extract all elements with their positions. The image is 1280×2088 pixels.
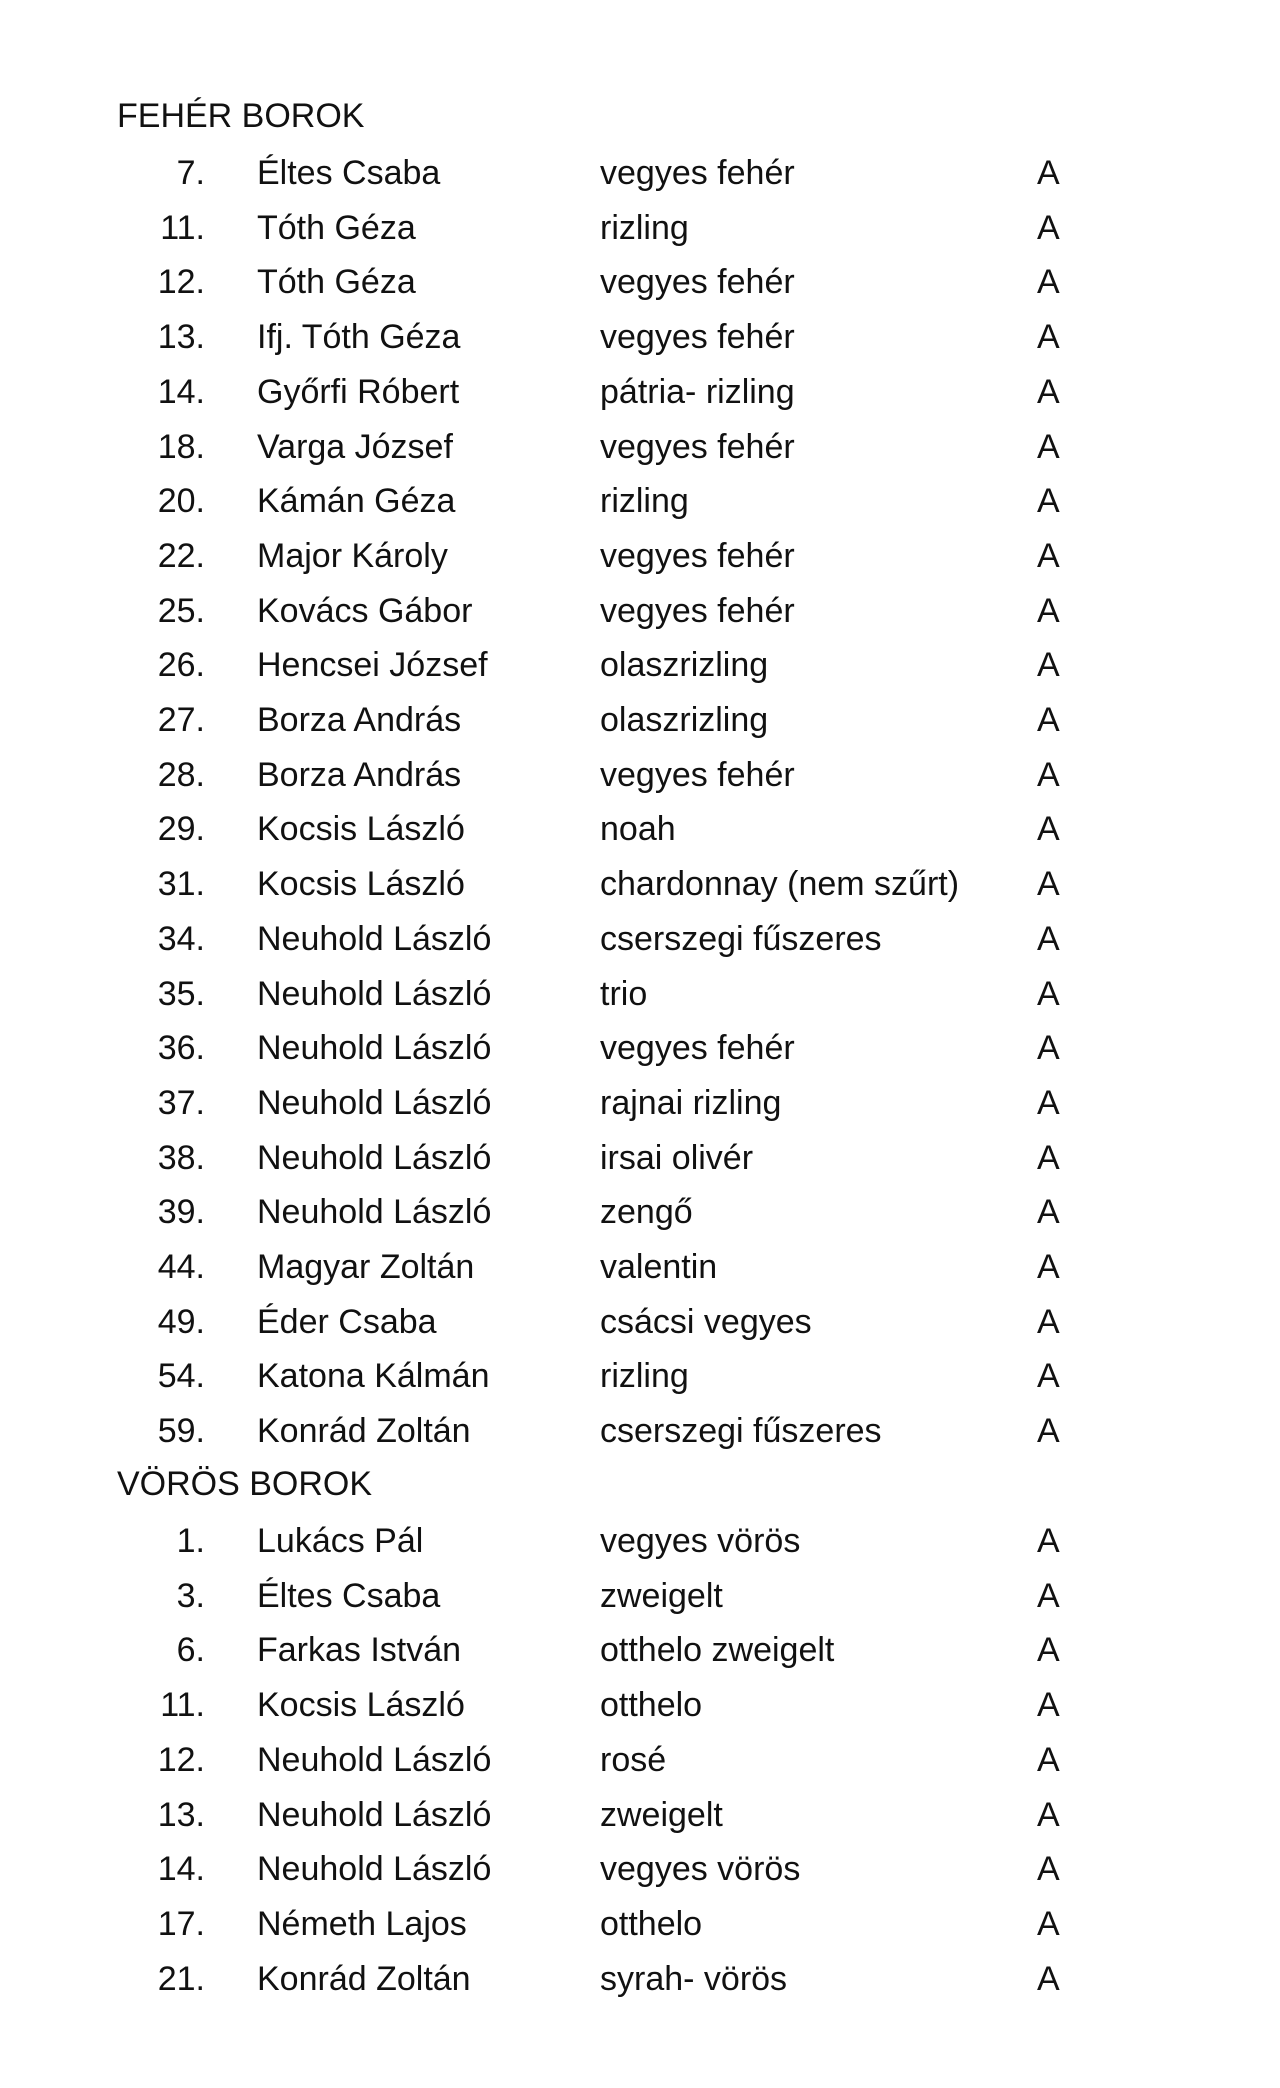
entry-number: 11.	[160, 208, 205, 247]
producer-name: Tóth Géza	[257, 208, 416, 247]
entry-number: 20.	[157, 482, 205, 521]
grade-value: A	[1037, 1029, 1060, 1068]
wine-variety: noah	[600, 810, 676, 849]
wine-variety: trio	[600, 974, 648, 1013]
table-row	[0, 208, 1280, 263]
table-row	[0, 591, 1280, 646]
wine-variety: vegyes fehér	[600, 263, 795, 302]
grade-value: A	[1037, 318, 1060, 357]
producer-name: Ifj. Tóth Géza	[257, 318, 461, 357]
wine-variety: irsai olivér	[600, 1138, 754, 1177]
wine-variety: rizling	[600, 208, 689, 247]
grade-value: A	[1037, 1522, 1060, 1560]
wine-variety: rizling	[600, 1357, 689, 1396]
table-row	[0, 1192, 1280, 1247]
wine-variety: vegyes fehér	[600, 536, 795, 575]
wine-variety: otthelo	[600, 1686, 703, 1725]
producer-name: Éltes Csaba	[257, 1576, 441, 1615]
table-row	[0, 317, 1280, 372]
wine-variety: zweigelt	[600, 1795, 723, 1834]
producer-name: Neuhold László	[257, 1193, 492, 1232]
producer-name: Németh Lajos	[257, 1904, 467, 1943]
wine-variety: vegyes fehér	[600, 154, 795, 192]
entry-number: 27.	[157, 701, 205, 739]
wine-variety: otthelo zweigelt	[600, 1631, 835, 1670]
entry-number: 44.	[157, 1248, 205, 1286]
table-row	[0, 1138, 1280, 1193]
table-row	[0, 700, 1280, 755]
grade-value: A	[1037, 1850, 1060, 1889]
producer-name: Borza András	[257, 755, 462, 794]
grade-value: A	[1037, 974, 1060, 1013]
grade-value: A	[1037, 208, 1060, 247]
wine-variety: vegyes fehér	[600, 755, 795, 794]
table-row	[0, 1630, 1280, 1685]
wine-variety: chardonnay (nem szűrt)	[600, 865, 960, 904]
table-row	[0, 1521, 1280, 1576]
grade-value: A	[1037, 755, 1060, 794]
entry-number: 17.	[157, 1904, 205, 1943]
table-row	[0, 1849, 1280, 1904]
grade-value: A	[1037, 1576, 1060, 1615]
grade-value: A	[1037, 646, 1060, 685]
entry-number: 18.	[157, 427, 205, 466]
entry-number: 1.	[176, 1522, 205, 1560]
table-row	[0, 1028, 1280, 1083]
grade-value: A	[1037, 1357, 1060, 1396]
producer-name: Győrfi Róbert	[257, 372, 460, 411]
wine-variety: rizling	[600, 482, 689, 521]
table-row	[0, 153, 1280, 208]
table-row	[0, 919, 1280, 974]
section-title: FEHÉR BOROK	[117, 97, 365, 135]
entry-number: 28.	[157, 755, 205, 794]
table-row	[0, 1083, 1280, 1138]
entry-number: 54.	[157, 1357, 205, 1396]
producer-name: Neuhold László	[257, 1795, 492, 1834]
producer-name: Neuhold László	[257, 1029, 492, 1068]
producer-name: Neuhold László	[257, 974, 492, 1013]
grade-value: A	[1037, 1740, 1060, 1779]
producer-name: Varga József	[257, 427, 453, 466]
wine-variety: vegyes fehér	[600, 427, 795, 466]
wine-variety: valentin	[600, 1248, 718, 1286]
producer-name: Tóth Géza	[257, 263, 416, 302]
producer-name: Katona Kálmán	[257, 1357, 490, 1396]
wine-variety: pátria- rizling	[600, 372, 795, 411]
grade-value: A	[1037, 1138, 1060, 1177]
table-row	[0, 1576, 1280, 1631]
producer-name: Hencsei József	[257, 646, 488, 685]
entry-number: 12.	[157, 263, 205, 302]
grade-value: A	[1037, 482, 1060, 521]
table-row	[0, 536, 1280, 591]
entry-number: 13.	[157, 318, 205, 357]
producer-name: Kámán Géza	[257, 482, 456, 521]
producer-name: Neuhold László	[257, 1740, 492, 1779]
wine-variety: zengő	[600, 1193, 693, 1232]
producer-name: Borza András	[257, 701, 462, 739]
table-row	[0, 1959, 1280, 2014]
wine-variety: cserszegi fűszeres	[600, 1412, 882, 1451]
table-row	[0, 1904, 1280, 1959]
producer-name: Kocsis László	[257, 1686, 465, 1725]
table-row	[0, 1411, 1280, 1466]
table-row	[0, 481, 1280, 536]
grade-value: A	[1037, 1959, 1060, 1998]
producer-name: Kocsis László	[257, 810, 465, 849]
grade-value: A	[1037, 1631, 1060, 1670]
entry-number: 14.	[157, 1850, 205, 1889]
grade-value: A	[1037, 1686, 1060, 1725]
entry-number: 12.	[157, 1740, 205, 1779]
grade-value: A	[1037, 263, 1060, 302]
entry-number: 39.	[157, 1193, 205, 1232]
grade-value: A	[1037, 919, 1060, 958]
wine-variety: vegyes fehér	[600, 1029, 795, 1068]
producer-name: Major Károly	[257, 536, 448, 575]
grade-value: A	[1037, 1083, 1060, 1122]
grade-value: A	[1037, 865, 1060, 904]
grade-value: A	[1037, 536, 1060, 575]
grade-value: A	[1037, 1795, 1060, 1834]
producer-name: Lukács Pál	[257, 1522, 424, 1560]
grade-value: A	[1037, 1248, 1060, 1286]
entry-number: 26.	[157, 646, 205, 685]
wine-variety: olaszrizling	[600, 701, 769, 739]
table-row	[0, 427, 1280, 482]
table-row	[0, 1247, 1280, 1302]
table-row	[0, 645, 1280, 700]
producer-name: Éder Csaba	[257, 1302, 437, 1341]
wine-variety: vegyes fehér	[600, 591, 795, 630]
grade-value: A	[1037, 1412, 1060, 1451]
grade-value: A	[1037, 1302, 1060, 1341]
producer-name: Konrád Zoltán	[257, 1412, 471, 1451]
producer-name: Kovács Gábor	[257, 591, 473, 630]
producer-name: Neuhold László	[257, 1138, 492, 1177]
entry-number: 59.	[157, 1412, 205, 1451]
table-row	[0, 1795, 1280, 1850]
table-row	[0, 1685, 1280, 1740]
wine-variety: vegyes vörös	[600, 1522, 801, 1560]
producer-name: Farkas István	[257, 1631, 462, 1670]
producer-name: Neuhold László	[257, 919, 492, 958]
wine-variety: olaszrizling	[600, 646, 769, 685]
table-row	[0, 372, 1280, 427]
entry-number: 37.	[157, 1083, 205, 1122]
wine-variety: csácsi vegyes	[600, 1302, 812, 1341]
entry-number: 21.	[157, 1959, 205, 1998]
table-row	[0, 1740, 1280, 1795]
grade-value: A	[1037, 427, 1060, 466]
grade-value: A	[1037, 591, 1060, 630]
producer-name: Éltes Csaba	[257, 154, 441, 192]
entry-number: 49.	[157, 1302, 205, 1341]
wine-variety: vegyes fehér	[600, 318, 795, 357]
entry-number: 35.	[157, 974, 205, 1013]
entry-number: 25.	[157, 591, 205, 630]
grade-value: A	[1037, 154, 1060, 192]
table-row	[0, 262, 1280, 317]
wine-variety: rajnai rizling	[600, 1083, 782, 1122]
entry-number: 31.	[157, 865, 205, 904]
entry-number: 14.	[157, 372, 205, 411]
wine-variety: cserszegi fűszeres	[600, 919, 882, 958]
entry-number: 22.	[157, 536, 205, 575]
producer-name: Neuhold László	[257, 1083, 492, 1122]
entry-number: 3.	[176, 1576, 205, 1615]
table-row	[0, 755, 1280, 810]
table-row	[0, 809, 1280, 864]
grade-value: A	[1037, 372, 1060, 411]
entry-number: 34.	[157, 919, 205, 958]
wine-variety: zweigelt	[600, 1576, 723, 1615]
grade-value: A	[1037, 810, 1060, 849]
grade-value: A	[1037, 1193, 1060, 1232]
entry-number: 29.	[157, 810, 205, 849]
entry-number: 11.	[160, 1686, 205, 1725]
producer-name: Magyar Zoltán	[257, 1248, 475, 1286]
grade-value: A	[1037, 1904, 1060, 1943]
entry-number: 6.	[176, 1631, 205, 1670]
table-row	[0, 974, 1280, 1029]
entry-number: 7.	[176, 154, 205, 192]
entry-number: 13.	[157, 1795, 205, 1834]
entry-number: 36.	[157, 1029, 205, 1068]
wine-variety: rosé	[600, 1740, 667, 1779]
producer-name: Konrád Zoltán	[257, 1959, 471, 1998]
table-row	[0, 1302, 1280, 1357]
entry-number: 38.	[157, 1138, 205, 1177]
producer-name: Neuhold László	[257, 1850, 492, 1889]
wine-variety: otthelo	[600, 1904, 703, 1943]
grade-value: A	[1037, 701, 1060, 739]
table-row	[0, 1356, 1280, 1411]
producer-name: Kocsis László	[257, 865, 465, 904]
wine-variety: vegyes vörös	[600, 1850, 801, 1889]
table-row	[0, 864, 1280, 919]
section-title: VÖRÖS BOROK	[117, 1465, 373, 1503]
wine-variety: syrah- vörös	[600, 1959, 788, 1998]
